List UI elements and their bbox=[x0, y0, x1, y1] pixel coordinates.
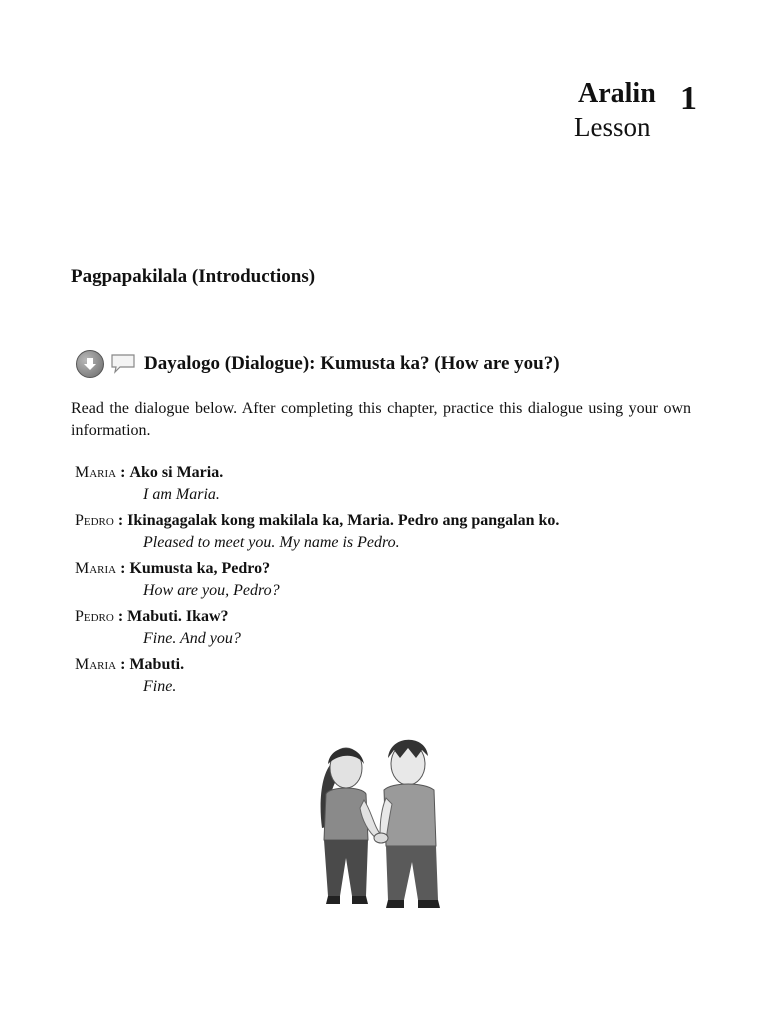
dialogue-turn bbox=[75, 510, 715, 554]
english-translation: I am Maria. bbox=[143, 486, 220, 503]
dialogue-turn bbox=[75, 558, 715, 602]
lesson-number: 1 bbox=[680, 80, 697, 117]
tagalog-line: Ikinagagalak kong makilala ka, Maria. Pedro ang pangalan ko. bbox=[127, 512, 560, 529]
dialogue-turn bbox=[75, 606, 715, 650]
tagalog-line: Ako si Maria. bbox=[129, 464, 224, 481]
english-translation: Fine. And you? bbox=[143, 630, 241, 647]
dialogue-heading: Dayalogo (Dialogue): Kumusta ka? (How are you?) bbox=[144, 353, 560, 374]
section-title: Pagpapakilala (Introductions) bbox=[71, 266, 316, 287]
handshake-illustration bbox=[300, 728, 465, 910]
intro-paragraph: Read the dialogue below. After completing this chapter, practice this dialogue using your own information. bbox=[71, 400, 691, 439]
tagalog-line: Kumusta ka, Pedro? bbox=[129, 560, 271, 577]
dialogue-turn bbox=[75, 654, 715, 698]
dialogue bbox=[75, 462, 715, 702]
speaker-separator: : bbox=[116, 464, 126, 481]
tagalog-line: Mabuti. bbox=[129, 656, 185, 673]
speaker-name: Pedro bbox=[75, 608, 114, 625]
lesson-label: Lesson bbox=[574, 112, 651, 142]
speaker-name: Maria bbox=[75, 464, 117, 481]
speaker-separator: : bbox=[116, 656, 126, 673]
tagalog-line: Mabuti. Ikaw? bbox=[127, 608, 229, 625]
speaker-separator: : bbox=[113, 608, 124, 625]
chapter-heading bbox=[560, 78, 710, 148]
dialogue-heading-row bbox=[76, 348, 560, 380]
speaker-name: Maria bbox=[75, 560, 117, 577]
speaker-name: Maria bbox=[75, 656, 117, 673]
speaker-name: Pedro bbox=[75, 512, 114, 529]
aralin-label: Aralin bbox=[578, 78, 656, 109]
speaker-separator: : bbox=[113, 512, 124, 529]
dialogue-turn bbox=[75, 462, 715, 506]
download-icon[interactable] bbox=[76, 350, 104, 378]
speech-bubble-icon[interactable] bbox=[110, 353, 136, 375]
english-translation: How are you, Pedro? bbox=[143, 582, 280, 599]
english-translation: Pleased to meet you. My name is Pedro. bbox=[143, 534, 400, 551]
speaker-separator: : bbox=[116, 560, 126, 577]
english-translation: Fine. bbox=[143, 678, 177, 695]
